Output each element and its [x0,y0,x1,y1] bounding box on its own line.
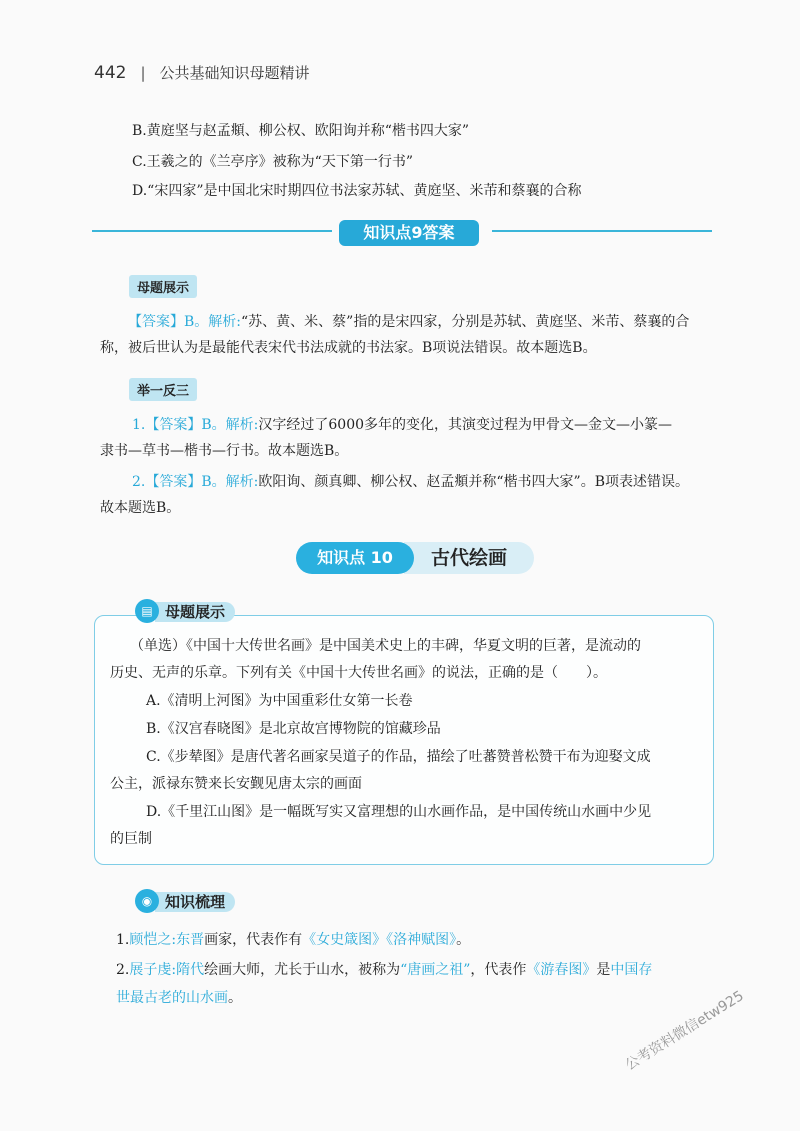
item-2-end: 。 [228,990,242,1006]
knowledge-item-2-line-1 [116,957,652,984]
mother-tag: 母题展示 [129,275,197,298]
item-1-name: 顾恺之 [129,932,172,948]
question-option-c-1: C.《步辇图》是唐代著名画家吴道子的作品，描绘了吐蕃赞普松赞干布为迎娶文成 [146,749,651,765]
answer-label: 【答案】B。解析: [128,314,242,330]
question-option-d-2: 的巨制 [110,831,152,847]
item-1-era: 东晋 [176,932,205,948]
option-b-prev: B.黄庭坚与赵孟頫、柳公权、欧阳询并称“楷书四大家” [132,123,470,139]
page-header [94,62,310,83]
item-2-tail-2: 世最古老的山水画 [116,990,228,1006]
extend-answer-2 [100,469,720,521]
extend-2-text-2: 故本题选B。 [100,500,181,516]
item-2-name: 展子虔 [129,962,172,978]
question-section-title: 母题展示 [155,602,235,622]
question-option-c-2: 公主，派禄东赞来长安觐见唐太宗的画面 [110,776,362,792]
kp10-label: 知识点 10 [296,542,414,574]
extend-1-text-2: 隶书—草书—楷书—行书。故本题选B。 [100,443,349,459]
book-icon: ▤ [135,599,159,623]
option-d-prev: D.“宋四家”是中国北宋时期四位书法家苏轼、黄庭坚、米芾和蔡襄的合称 [132,183,582,199]
knowledge-point-10-banner [296,540,540,580]
list-icon: ◉ [135,889,159,913]
item-1-num: 1. [116,932,130,948]
item-2-quote: “唐画之祖” [400,962,471,978]
answer-banner: 知识点9答案 [339,220,479,246]
book-title: 公共基础知识母题精讲 [159,64,310,82]
mother-answer [100,309,720,361]
page-number: 442 [94,63,127,83]
answer-text-2: 称，被后世认为是最能代表宋代书法成就的书法家。B项说法错误。故本题选B。 [100,340,597,356]
extend-2-label: 2.【答案】B。解析: [132,474,259,490]
extend-tag: 举一反三 [129,378,197,401]
question-stem-2: 历史、无声的乐章。下列有关《中国十大传世名画》的说法，正确的是（ ）。 [110,665,607,681]
item-2-era: 隋代 [176,962,205,978]
item-2-tail-1: 中国存 [610,962,653,978]
kp10-topic: 古代绘画 [404,542,534,574]
header-separator: | [140,64,146,82]
item-2-rest-1: 绘画大师，尤长于山水，被称为 [204,962,401,978]
item-1-rest: 画家，代表作有 [204,932,303,948]
item-1-works: 《女史箴图》《洛神赋图》 [302,932,457,948]
extend-answer-1 [100,412,720,464]
question-option-b: B.《汉宫春晓图》是北京故宫博物院的馆藏珍品 [146,721,441,737]
extend-1-text-1: 汉字经过了6000多年的变化，其演变过程为甲骨文—金文—小篆— [258,417,673,433]
item-1-colon: : [171,932,177,948]
knowledge-item-1 [116,927,470,954]
knowledge-item-2-line-2 [116,985,242,1012]
item-2-rest-3: 是 [596,962,611,978]
item-2-colon: : [171,962,177,978]
answer-text-1: “苏、黄、米、蔡”指的是宋四家，分别是苏轼、黄庭坚、米芾、蔡襄的合 [241,314,690,330]
extend-2-text-1: 欧阳询、颜真卿、柳公权、赵孟頫并称“楷书四大家”。B项表述错误。 [258,474,689,490]
extend-1-label: 1.【答案】B。解析: [132,417,259,433]
item-1-end: 。 [456,932,471,948]
question-option-a: A.《清明上河图》为中国重彩仕女第一长卷 [146,693,413,709]
watermark: 公考资料微信etw925 [622,987,747,1074]
item-2-work: 《游春图》 [526,962,597,978]
option-c-prev: C.王羲之的《兰亭序》被称为“天下第一行书” [132,154,413,170]
knowledge-section-title: 知识梳理 [155,892,235,912]
question-option-d-1: D.《千里江山图》是一幅既写实又富理想的山水画作品，是中国传统山水画中少见 [146,804,652,820]
question-stem-1: （单选）《中国十大传世名画》是中国美术史上的丰碑，华夏文明的巨著，是流动的 [130,638,641,654]
item-2-rest-2: ，代表作 [470,962,527,978]
item-2-num: 2. [116,962,130,978]
